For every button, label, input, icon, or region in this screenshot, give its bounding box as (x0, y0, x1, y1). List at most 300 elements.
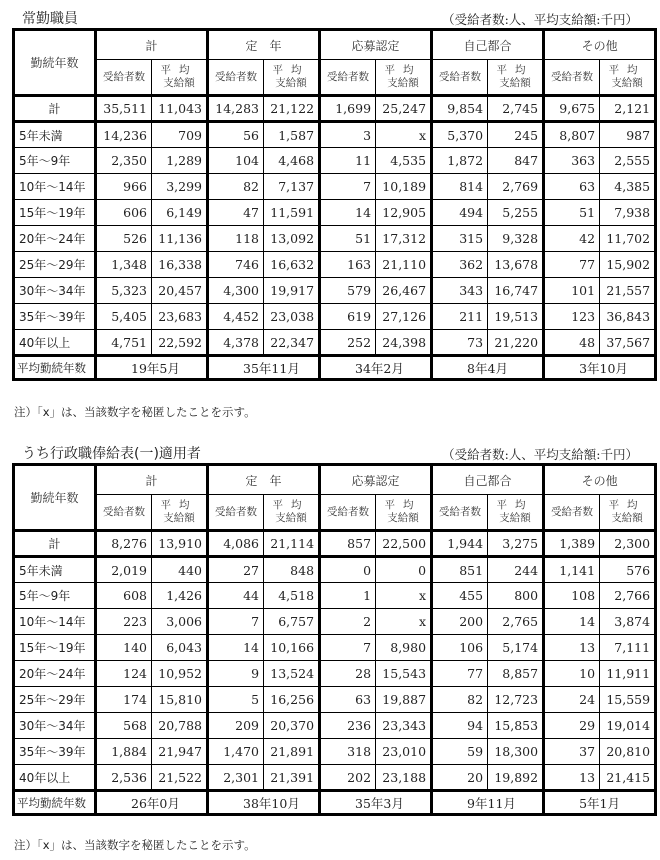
header-avg-line2: 支給額 (275, 77, 307, 89)
cell-value: 987 (600, 122, 656, 148)
cell-value: 709 (152, 122, 208, 148)
cell-value: 21,220 (488, 330, 544, 356)
header-group: その他 (544, 30, 656, 60)
cell-value: 35,511 (96, 96, 152, 122)
cell-value: 48 (544, 330, 600, 356)
cell-value: 14 (544, 609, 600, 635)
cell-value: 21,557 (600, 278, 656, 304)
header-avg-line2: 支給額 (499, 77, 531, 89)
cell-value: 14,283 (208, 96, 264, 122)
cell-value: 37,567 (600, 330, 656, 356)
cell-value: 23,343 (376, 713, 432, 739)
row-label: 25年～29年 (14, 687, 96, 713)
cell-value: 19,887 (376, 687, 432, 713)
row-label: 5年～9年 (14, 583, 96, 609)
cell-value: 2,765 (488, 609, 544, 635)
cell-value: 17,312 (376, 226, 432, 252)
cell-value: 2,121 (600, 96, 656, 122)
cell-value: 9 (208, 661, 264, 687)
cell-value: 11,702 (600, 226, 656, 252)
cell-value: 608 (96, 583, 152, 609)
header-recipients: 受給者数 (96, 60, 152, 96)
row-label: 25年～29年 (14, 252, 96, 278)
cell-value: 3 (320, 122, 376, 148)
cell-value: 108 (544, 583, 600, 609)
cell-value: 579 (320, 278, 376, 304)
cell-value: 124 (96, 661, 152, 687)
cell-value: 36,843 (600, 304, 656, 330)
cell-value: 5,323 (96, 278, 152, 304)
table-section-full-time (0, 6, 660, 419)
header-avg-line2: 支給額 (163, 77, 195, 89)
cell-value: 494 (432, 200, 488, 226)
cell-value: 21,122 (264, 96, 320, 122)
cell-value: 526 (96, 226, 152, 252)
cell-value: 20,810 (600, 739, 656, 765)
avg-tenure-value: 3年10月 (544, 356, 656, 380)
header-recipients: 受給者数 (320, 495, 376, 531)
header-recipients: 受給者数 (208, 495, 264, 531)
cell-value: 2,745 (488, 96, 544, 122)
cell-value: 20,457 (152, 278, 208, 304)
unit-label: （受給者数:人、平均支給額:千円） (442, 12, 638, 27)
cell-value: 27,126 (376, 304, 432, 330)
table-row (14, 226, 656, 252)
header-group: 計 (96, 30, 208, 60)
header-avg-amount (600, 495, 656, 531)
cell-value: 23,188 (376, 765, 432, 791)
data-table (12, 28, 657, 381)
cell-value: 1,470 (208, 739, 264, 765)
table-row (14, 687, 656, 713)
table-row (14, 531, 656, 557)
cell-value: 19,892 (488, 765, 544, 791)
cell-value: 440 (152, 557, 208, 583)
table-section-admin-salary (0, 441, 660, 852)
cell-value: 82 (432, 687, 488, 713)
table-row (14, 739, 656, 765)
footnote: 注）「x」は、当該数字を秘匿したことを示す。 (14, 405, 256, 419)
cell-value: 77 (432, 661, 488, 687)
cell-value: 1,884 (96, 739, 152, 765)
cell-value: 4,086 (208, 531, 264, 557)
cell-value: 362 (432, 252, 488, 278)
cell-value: 15,902 (600, 252, 656, 278)
header-avg-line1: 平均 (160, 64, 198, 76)
cell-value: 13,910 (152, 531, 208, 557)
cell-value: 7 (320, 174, 376, 200)
cell-value: 63 (320, 687, 376, 713)
table-row (14, 765, 656, 791)
header-avg-amount (376, 60, 432, 96)
cell-value: 2,766 (600, 583, 656, 609)
row-label: 計 (14, 96, 96, 122)
cell-value: 966 (96, 174, 152, 200)
header-recipients: 受給者数 (208, 60, 264, 96)
cell-value: 47 (208, 200, 264, 226)
cell-value: 343 (432, 278, 488, 304)
cell-value: 104 (208, 148, 264, 174)
header-recipients: 受給者数 (544, 495, 600, 531)
avg-tenure-value: 26年0月 (96, 791, 208, 815)
cell-value: 3,299 (152, 174, 208, 200)
cell-value: 14 (208, 635, 264, 661)
unit-label: （受給者数:人、平均支給額:千円） (442, 447, 638, 462)
cell-value: 8,857 (488, 661, 544, 687)
table-row (14, 200, 656, 226)
cell-value: 1,699 (320, 96, 376, 122)
header-group: 定 年 (208, 30, 320, 60)
cell-value: 163 (320, 252, 376, 278)
cell-value: 15,810 (152, 687, 208, 713)
cell-value: 24 (544, 687, 600, 713)
cell-value: 606 (96, 200, 152, 226)
cell-value: 19,513 (488, 304, 544, 330)
header-avg-line2: 支給額 (387, 77, 419, 89)
cell-value: 1,872 (432, 148, 488, 174)
cell-value: 21,947 (152, 739, 208, 765)
header-group: 自己都合 (432, 465, 544, 495)
cell-value: 211 (432, 304, 488, 330)
cell-value: 3,006 (152, 609, 208, 635)
cell-value: 11,043 (152, 96, 208, 122)
cell-value: 26,467 (376, 278, 432, 304)
row-label: 10年～14年 (14, 609, 96, 635)
cell-value: 1,348 (96, 252, 152, 278)
header-avg-line2: 支給額 (275, 512, 307, 524)
table-row (14, 252, 656, 278)
header-avg-line1: 平均 (496, 64, 534, 76)
cell-value: 6,149 (152, 200, 208, 226)
avg-tenure-label: 平均勤続年数 (14, 356, 96, 380)
cell-value: 9,328 (488, 226, 544, 252)
cell-value: 3,275 (488, 531, 544, 557)
cell-value: 7 (320, 635, 376, 661)
header-recipients: 受給者数 (320, 60, 376, 96)
cell-value: 200 (432, 609, 488, 635)
header-avg-amount (376, 495, 432, 531)
avg-tenure-value: 38年10月 (208, 791, 320, 815)
header-avg-amount (600, 60, 656, 96)
cell-value: 73 (432, 330, 488, 356)
header-avg-amount (488, 60, 544, 96)
cell-value: 82 (208, 174, 264, 200)
table-row (14, 148, 656, 174)
cell-value: 11,136 (152, 226, 208, 252)
cell-value: 15,543 (376, 661, 432, 687)
cell-value: 7,137 (264, 174, 320, 200)
cell-value: 23,010 (376, 739, 432, 765)
cell-value: 14 (320, 200, 376, 226)
table-row (14, 96, 656, 122)
avg-tenure-value: 35年3月 (320, 791, 432, 815)
cell-value: 15,853 (488, 713, 544, 739)
header-avg-line1: 平均 (608, 499, 646, 511)
cell-value: 59 (432, 739, 488, 765)
cell-value: 4,300 (208, 278, 264, 304)
cell-value: 2,350 (96, 148, 152, 174)
header-avg-line2: 支給額 (499, 512, 531, 524)
cell-value: 236 (320, 713, 376, 739)
cell-value: 202 (320, 765, 376, 791)
avg-tenure-value: 19年5月 (96, 356, 208, 380)
section-title: うち行政職俸給表(一)適用者 (22, 446, 201, 462)
cell-value: 455 (432, 583, 488, 609)
cell-value: 10 (544, 661, 600, 687)
cell-value: 77 (544, 252, 600, 278)
cell-value: 1,587 (264, 122, 320, 148)
header-avg-line1: 平均 (272, 64, 310, 76)
header-avg-amount (488, 495, 544, 531)
cell-value: 28 (320, 661, 376, 687)
cell-value: 23,038 (264, 304, 320, 330)
table-row (14, 661, 656, 687)
cell-value: 13,678 (488, 252, 544, 278)
header-avg-line1: 平均 (384, 64, 422, 76)
section-title: 常勤職員 (22, 11, 78, 27)
cell-value: 16,256 (264, 687, 320, 713)
cell-value: 16,338 (152, 252, 208, 278)
cell-value: 10,166 (264, 635, 320, 661)
cell-value: 7,111 (600, 635, 656, 661)
cell-value: x (376, 609, 432, 635)
header-recipients: 受給者数 (432, 60, 488, 96)
avg-tenure-label: 平均勤続年数 (14, 791, 96, 815)
cell-value: 318 (320, 739, 376, 765)
cell-value: 8,980 (376, 635, 432, 661)
cell-value: 94 (432, 713, 488, 739)
row-label: 35年～39年 (14, 739, 96, 765)
cell-value: 5,255 (488, 200, 544, 226)
cell-value: 1 (320, 583, 376, 609)
cell-value: 13,524 (264, 661, 320, 687)
cell-value: 2,300 (600, 531, 656, 557)
cell-value: 21,110 (376, 252, 432, 278)
header-group: 定 年 (208, 465, 320, 495)
cell-value: 174 (96, 687, 152, 713)
cell-value: 746 (208, 252, 264, 278)
cell-value: 29 (544, 713, 600, 739)
cell-value: 51 (544, 200, 600, 226)
cell-value: 51 (320, 226, 376, 252)
header-avg-amount (264, 60, 320, 96)
cell-value: 8,807 (544, 122, 600, 148)
cell-value: 9,854 (432, 96, 488, 122)
cell-value: 4,385 (600, 174, 656, 200)
header-avg-line1: 平均 (608, 64, 646, 76)
header-group: 自己都合 (432, 30, 544, 60)
row-label: 10年～14年 (14, 174, 96, 200)
cell-value: 1,289 (152, 148, 208, 174)
cell-value: 18,300 (488, 739, 544, 765)
cell-value: 209 (208, 713, 264, 739)
cell-value: 2,301 (208, 765, 264, 791)
row-label: 15年～19年 (14, 635, 96, 661)
cell-value: 4,535 (376, 148, 432, 174)
cell-value: 101 (544, 278, 600, 304)
header-avg-line2: 支給額 (163, 512, 195, 524)
avg-tenure-value: 35年11月 (208, 356, 320, 380)
cell-value: 847 (488, 148, 544, 174)
table-row (14, 174, 656, 200)
cell-value: 118 (208, 226, 264, 252)
header-recipients: 受給者数 (96, 495, 152, 531)
header-avg-line2: 支給額 (387, 512, 419, 524)
header-recipients: 受給者数 (544, 60, 600, 96)
cell-value: 21,391 (264, 765, 320, 791)
cell-value: 11,591 (264, 200, 320, 226)
cell-value: 851 (432, 557, 488, 583)
cell-value: 568 (96, 713, 152, 739)
cell-value: 10,189 (376, 174, 432, 200)
cell-value: 22,500 (376, 531, 432, 557)
row-label: 30年～34年 (14, 713, 96, 739)
avg-tenure-row (14, 791, 656, 815)
cell-value: 15,559 (600, 687, 656, 713)
table-row (14, 330, 656, 356)
header-avg-amount (152, 495, 208, 531)
data-table (12, 463, 657, 816)
header-avg-amount (264, 495, 320, 531)
cell-value: 123 (544, 304, 600, 330)
cell-value: 42 (544, 226, 600, 252)
row-label: 5年未満 (14, 557, 96, 583)
cell-value: 21,891 (264, 739, 320, 765)
table-row (14, 122, 656, 148)
row-label: 35年～39年 (14, 304, 96, 330)
row-label: 5年～9年 (14, 148, 96, 174)
cell-value: 14,236 (96, 122, 152, 148)
table-row (14, 304, 656, 330)
cell-value: 63 (544, 174, 600, 200)
cell-value: 245 (488, 122, 544, 148)
cell-value: 223 (96, 609, 152, 635)
row-label: 20年～24年 (14, 226, 96, 252)
cell-value: 3,874 (600, 609, 656, 635)
table-row (14, 609, 656, 635)
cell-value: 5,370 (432, 122, 488, 148)
cell-value: 12,905 (376, 200, 432, 226)
cell-value: 1,389 (544, 531, 600, 557)
cell-value: 21,415 (600, 765, 656, 791)
cell-value: 1,426 (152, 583, 208, 609)
cell-value: 4,452 (208, 304, 264, 330)
cell-value: 12,723 (488, 687, 544, 713)
cell-value: 1,944 (432, 531, 488, 557)
cell-value: 13 (544, 765, 600, 791)
table-row (14, 278, 656, 304)
cell-value: 244 (488, 557, 544, 583)
cell-value: 10,952 (152, 661, 208, 687)
cell-value: 25,247 (376, 96, 432, 122)
cell-value: 7 (208, 609, 264, 635)
cell-value: 16,632 (264, 252, 320, 278)
table-row (14, 557, 656, 583)
cell-value: 252 (320, 330, 376, 356)
cell-value: 857 (320, 531, 376, 557)
cell-value: 2,769 (488, 174, 544, 200)
cell-value: 814 (432, 174, 488, 200)
cell-value: 2 (320, 609, 376, 635)
row-label: 15年～19年 (14, 200, 96, 226)
cell-value: 0 (320, 557, 376, 583)
cell-value: 8,276 (96, 531, 152, 557)
cell-value: 22,347 (264, 330, 320, 356)
footnote: 注）「x」は、当該数字を秘匿したことを示す。 (14, 838, 256, 852)
cell-value: 6,043 (152, 635, 208, 661)
cell-value: 4,468 (264, 148, 320, 174)
cell-value: 20 (432, 765, 488, 791)
cell-value: 315 (432, 226, 488, 252)
cell-value: 2,019 (96, 557, 152, 583)
header-avg-line1: 平均 (384, 499, 422, 511)
cell-value: 5,405 (96, 304, 152, 330)
cell-value: 1,141 (544, 557, 600, 583)
cell-value: 44 (208, 583, 264, 609)
row-label: 40年以上 (14, 765, 96, 791)
cell-value: 23,683 (152, 304, 208, 330)
row-label: 20年～24年 (14, 661, 96, 687)
cell-value: 800 (488, 583, 544, 609)
avg-tenure-value: 8年4月 (432, 356, 544, 380)
row-label: 30年～34年 (14, 278, 96, 304)
header-recipients: 受給者数 (432, 495, 488, 531)
cell-value: 619 (320, 304, 376, 330)
header-group: 計 (96, 465, 208, 495)
cell-value: 21,114 (264, 531, 320, 557)
cell-value: 20,788 (152, 713, 208, 739)
cell-value: 13,092 (264, 226, 320, 252)
cell-value: 5 (208, 687, 264, 713)
header-group: 応募認定 (320, 30, 432, 60)
avg-tenure-value: 9年11月 (432, 791, 544, 815)
avg-tenure-value: 5年1月 (544, 791, 656, 815)
row-label: 計 (14, 531, 96, 557)
cell-value: 2,555 (600, 148, 656, 174)
cell-value: 848 (264, 557, 320, 583)
header-avg-line2: 支給額 (611, 512, 643, 524)
cell-value: 19,917 (264, 278, 320, 304)
header-row-label: 勤続年数 (14, 30, 96, 96)
header-group: 応募認定 (320, 465, 432, 495)
table-row (14, 713, 656, 739)
cell-value: 11,911 (600, 661, 656, 687)
cell-value: 7,938 (600, 200, 656, 226)
cell-value: 6,757 (264, 609, 320, 635)
cell-value: 4,378 (208, 330, 264, 356)
cell-value: 27 (208, 557, 264, 583)
cell-value: 11 (320, 148, 376, 174)
header-avg-amount (152, 60, 208, 96)
cell-value: 56 (208, 122, 264, 148)
row-label: 40年以上 (14, 330, 96, 356)
row-label: 5年未満 (14, 122, 96, 148)
cell-value: 0 (376, 557, 432, 583)
header-avg-line1: 平均 (160, 499, 198, 511)
cell-value: 37 (544, 739, 600, 765)
cell-value: 16,747 (488, 278, 544, 304)
cell-value: 21,522 (152, 765, 208, 791)
avg-tenure-value: 34年2月 (320, 356, 432, 380)
avg-tenure-row (14, 356, 656, 380)
cell-value: 4,751 (96, 330, 152, 356)
cell-value: 2,536 (96, 765, 152, 791)
header-group: その他 (544, 465, 656, 495)
header-row-label: 勤続年数 (14, 465, 96, 531)
cell-value: 140 (96, 635, 152, 661)
cell-value: 106 (432, 635, 488, 661)
cell-value: 22,592 (152, 330, 208, 356)
